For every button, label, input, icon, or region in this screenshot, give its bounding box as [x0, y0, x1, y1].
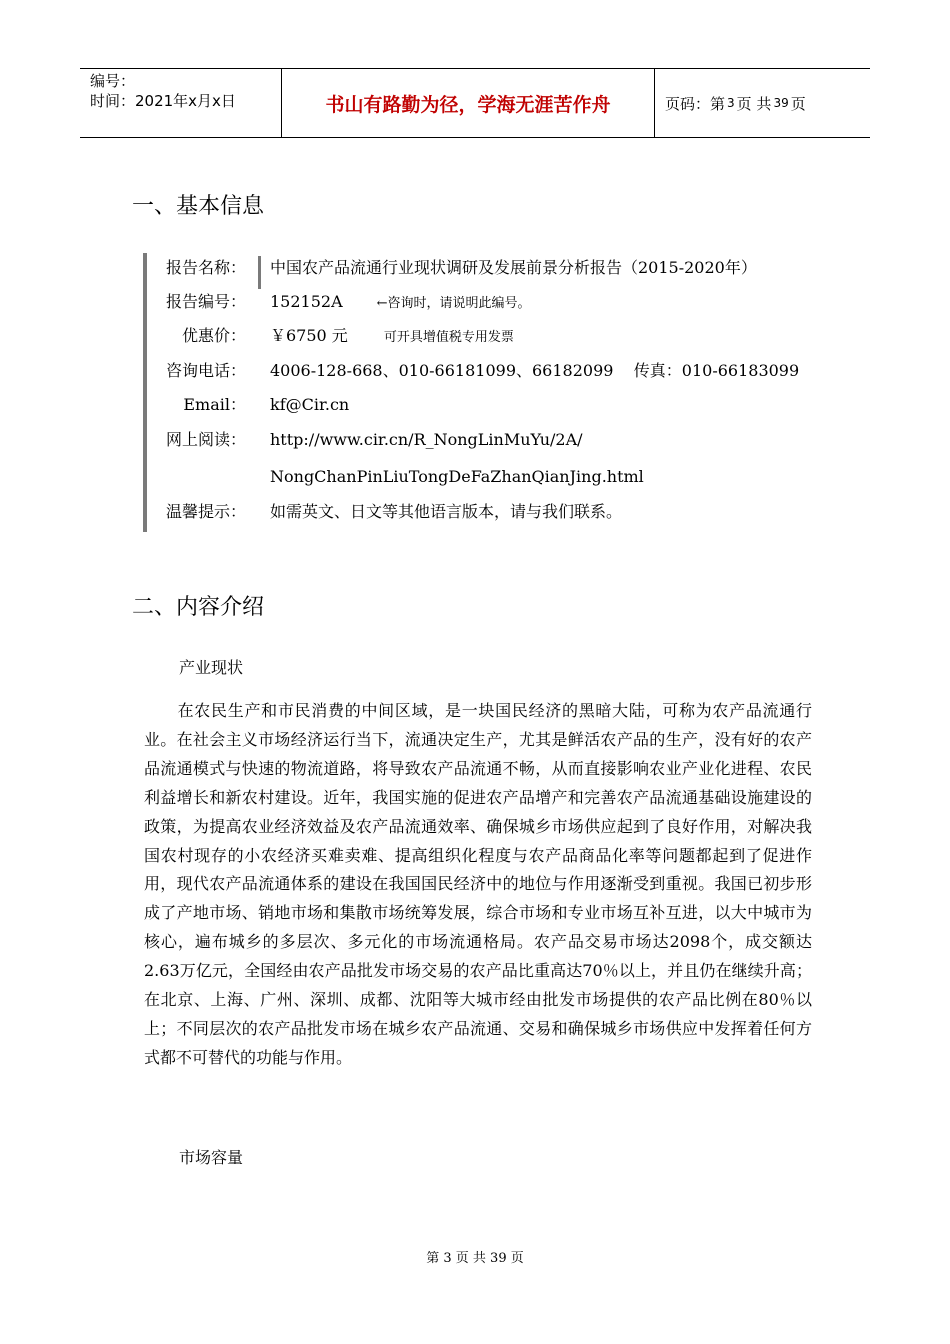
- online-url-label: 网上阅读：: [165, 430, 246, 449]
- page-header: [80, 68, 870, 138]
- header-meta: [80, 69, 282, 137]
- section-title-basic-info: 一、基本信息: [132, 194, 265, 219]
- page-footer: 第 3 页 共 39 页: [426, 1251, 524, 1266]
- phone-label: 咨询电话：: [165, 361, 246, 380]
- online-url-line2[interactable]: NongChanPinLiuTongDeFaZhanQianJing.html: [270, 467, 644, 486]
- online-url-line1[interactable]: http://www.cir.cn/R_NongLinMuYu/2A/: [270, 430, 583, 449]
- document-number-label: 编号：: [90, 72, 136, 90]
- section-title-content: 二、内容介绍: [132, 595, 265, 620]
- price-label: 优惠价：: [181, 326, 246, 345]
- report-code-group: [270, 290, 531, 316]
- info-block-bar: [143, 253, 147, 532]
- email-label: Email：: [183, 395, 246, 414]
- tip-label: 温馨提示：: [165, 502, 246, 521]
- subtitle-market-capacity: 市场容量: [179, 1148, 244, 1167]
- report-code-note: ←咨询时，请说明此编号。: [376, 296, 531, 311]
- page-prefix: 页码：第: [665, 94, 726, 113]
- email-value[interactable]: kf@Cir.cn: [270, 395, 350, 414]
- subtitle-industry-status: 产业现状: [179, 658, 244, 677]
- report-name-label: 报告名称：: [165, 258, 246, 277]
- price-group: [270, 324, 514, 350]
- header-page-number: [655, 69, 870, 137]
- paragraph-industry-status: 在农民生产和市民消费的中间区域，是一块国民经济的黑暗大陆，可称为农产品流通行业。在社会主义市场经济运行当下，流通决定生产，尤其是鲜活农产品的生产，没有好的农产品流通模式与快速的物流道路，将导致农产品流通不畅，从而直接影响农业产业化进程、农民利益增长和新农村建设。近年，我国实施的促进农产品增产和完善农产品流通基础设施建设的政策，为提高农业经济效益及农产品流通效率、确保城乡市场供应起到了良好作用，对解决我国农村现存的小农经济买难卖难、提高组织化程度与农产品商品化率等问题都起到了促进作用，现代农产品流通体系的建设在我国国民经济中的地位与作用逐渐受到重视。我国已初步形成了产地市场、销地市场和集散市场统筹发展，综合市场和专业市场互补互进，以大中城市为核心，遍布城乡的多层次、多元化的市场流通格局。农产品交易市场达2098个，成交额达2.63万亿元，全国经由农产品批发市场交易的农产品比重高达70％以上，并且仍在继续升高；在北京、上海、广州、深圳、成都、沈阳等大城市经由批发市场提供的农产品比例在80％以上；不同层次的农产品批发市场在城乡农产品流通、交易和确保城乡市场供应中发挥着任何方式都不可替代的功能与作用。: [144, 701, 812, 1067]
- phone-value: 4006-128-668、010-66181099、66182099 传真：010-66183099: [270, 361, 800, 380]
- report-name-value: 中国农产品流通行业现状调研及发展前景分析报告（2015-2020年）: [270, 258, 757, 277]
- price-value: ￥6750 元: [270, 326, 348, 345]
- report-name-bar: [258, 256, 261, 289]
- document-time: 时间：2021年x月x日: [90, 92, 236, 110]
- page-current: 3: [727, 96, 735, 110]
- report-code-label: 报告编号：: [165, 292, 246, 311]
- price-note: 可开具增值税专用发票: [383, 330, 514, 345]
- page-total: 39: [773, 96, 789, 110]
- tip-value: 如需英文、日文等其他语言版本，请与我们联系。: [270, 502, 623, 521]
- report-code-value: 152152A: [270, 292, 343, 311]
- page-mid: 页 共: [736, 94, 772, 113]
- header-motto: 书山有路勤为径，学海无涯苦作舟: [282, 69, 655, 137]
- page-suffix: 页: [790, 94, 806, 113]
